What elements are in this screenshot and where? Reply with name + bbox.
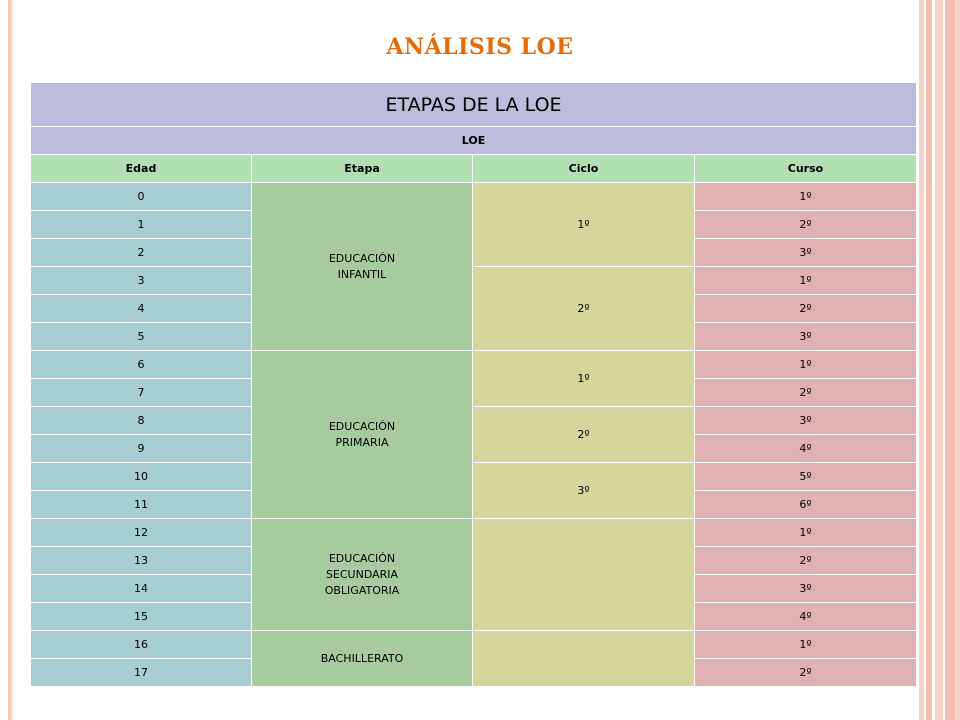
table-row bbox=[31, 351, 917, 379]
etapa-line: EDUCACIÓN bbox=[328, 419, 396, 433]
column-header-etapa: Etapa bbox=[252, 155, 473, 183]
etapa-line: EDUCACIÓN bbox=[328, 251, 396, 265]
edad-cell: 2 bbox=[31, 239, 252, 267]
edad-cell: 8 bbox=[31, 407, 252, 435]
curso-cell: 3º bbox=[695, 239, 917, 267]
edad-cell: 16 bbox=[31, 631, 252, 659]
etapa-cell-eso bbox=[252, 519, 473, 631]
ciclo-cell: 3º bbox=[473, 463, 695, 519]
edad-cell: 3 bbox=[31, 267, 252, 295]
page-frame-left-inner bbox=[11, 0, 13, 720]
edad-cell: 1 bbox=[31, 211, 252, 239]
curso-cell: 2º bbox=[695, 295, 917, 323]
etapa-line: EDUCACIÓN bbox=[328, 551, 396, 565]
loe-table bbox=[30, 82, 917, 687]
ciclo-cell: 1º bbox=[473, 183, 695, 267]
curso-cell: 5º bbox=[695, 463, 917, 491]
edad-cell: 4 bbox=[31, 295, 252, 323]
curso-cell: 1º bbox=[695, 519, 917, 547]
table-sub-header-row bbox=[31, 127, 917, 155]
curso-cell: 2º bbox=[695, 211, 917, 239]
ciclo-cell bbox=[473, 519, 695, 631]
page-title: ANÁLISIS LOE bbox=[386, 34, 574, 60]
etapa-line: INFANTIL bbox=[337, 267, 387, 281]
column-header-curso: Curso bbox=[695, 155, 917, 183]
curso-cell: 2º bbox=[695, 379, 917, 407]
table-row bbox=[31, 407, 917, 435]
curso-cell: 4º bbox=[695, 603, 917, 631]
curso-cell: 2º bbox=[695, 547, 917, 575]
table-main-header: ETAPAS DE LA LOE bbox=[31, 83, 917, 127]
table-row bbox=[31, 631, 917, 659]
edad-cell: 10 bbox=[31, 463, 252, 491]
edad-cell: 9 bbox=[31, 435, 252, 463]
table-row bbox=[31, 267, 917, 295]
column-header-ciclo: Ciclo bbox=[473, 155, 695, 183]
curso-cell: 4º bbox=[695, 435, 917, 463]
curso-cell: 3º bbox=[695, 323, 917, 351]
column-header-edad: Edad bbox=[31, 155, 252, 183]
ciclo-cell bbox=[473, 631, 695, 687]
etapa-cell-primaria bbox=[252, 351, 473, 519]
table-main-header-row bbox=[31, 83, 917, 127]
curso-cell: 6º bbox=[695, 491, 917, 519]
ciclo-cell: 2º bbox=[473, 267, 695, 351]
curso-cell: 2º bbox=[695, 659, 917, 687]
edad-cell: 11 bbox=[31, 491, 252, 519]
edad-cell: 12 bbox=[31, 519, 252, 547]
edad-cell: 13 bbox=[31, 547, 252, 575]
curso-cell: 1º bbox=[695, 267, 917, 295]
curso-cell: 3º bbox=[695, 575, 917, 603]
curso-cell: 1º bbox=[695, 351, 917, 379]
etapa-line: SECUNDARIA bbox=[325, 567, 399, 581]
table-row bbox=[31, 463, 917, 491]
edad-cell: 17 bbox=[31, 659, 252, 687]
table-column-header-row bbox=[31, 155, 917, 183]
etapa-line: OBLIGATORIA bbox=[324, 583, 400, 597]
table-row bbox=[31, 519, 917, 547]
decorative-stripes bbox=[919, 0, 960, 720]
etapa-line: PRIMARIA bbox=[335, 435, 389, 449]
edad-cell: 7 bbox=[31, 379, 252, 407]
curso-cell: 3º bbox=[695, 407, 917, 435]
table-row bbox=[31, 183, 917, 211]
curso-cell: 1º bbox=[695, 631, 917, 659]
ciclo-cell: 2º bbox=[473, 407, 695, 463]
curso-cell: 1º bbox=[695, 183, 917, 211]
edad-cell: 5 bbox=[31, 323, 252, 351]
edad-cell: 6 bbox=[31, 351, 252, 379]
edad-cell: 14 bbox=[31, 575, 252, 603]
etapa-cell-bachillerato bbox=[252, 631, 473, 687]
edad-cell: 15 bbox=[31, 603, 252, 631]
table-sub-header: LOE bbox=[31, 127, 917, 155]
edad-cell: 0 bbox=[31, 183, 252, 211]
etapa-cell-infantil bbox=[252, 183, 473, 351]
etapa-line: BACHILLERATO bbox=[320, 651, 404, 665]
ciclo-cell: 1º bbox=[473, 351, 695, 407]
